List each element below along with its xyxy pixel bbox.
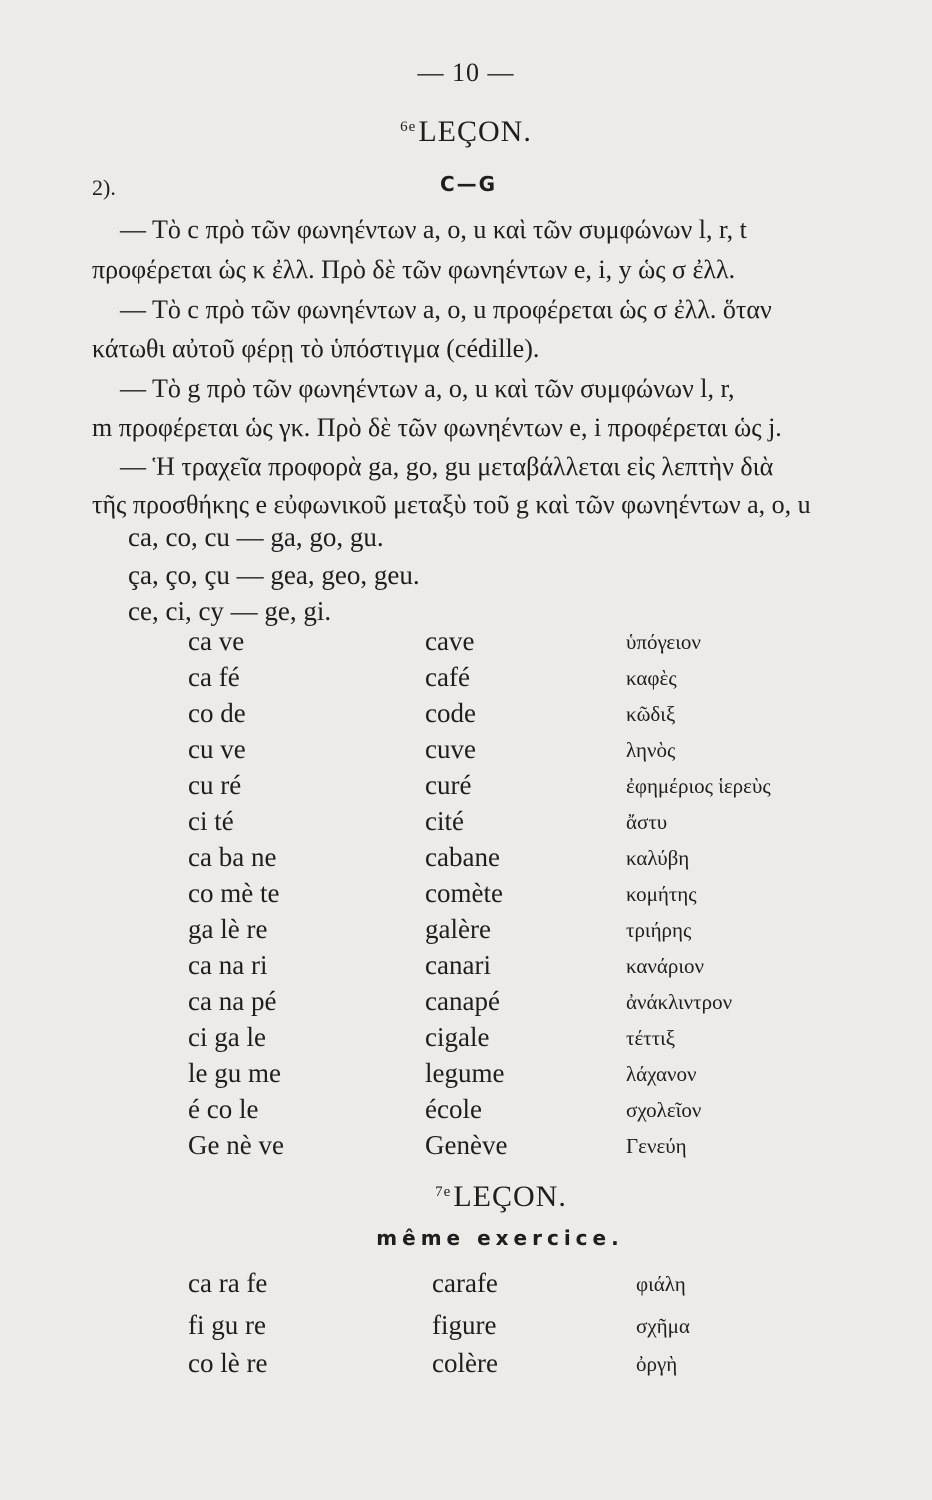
word-french: galère	[425, 914, 491, 944]
word-greek: ληνὸς	[626, 738, 676, 762]
lesson-6-number: 6e	[400, 119, 417, 135]
word-syllables: ca ba ne	[188, 842, 277, 872]
pair-line: ce, ci, cy — ge, gi.	[128, 596, 332, 626]
word-greek: τέττιξ	[626, 1026, 676, 1050]
rule-line: προφέρεται ὡς κ ἐλλ. Πρὸ δὲ τῶν φωνηέντων e, i, y ὡς σ ἐλλ.	[92, 255, 736, 284]
word-syllables: fi gu re	[188, 1310, 266, 1340]
word-greek: λάχανον	[626, 1062, 697, 1086]
lesson-7-title	[0, 1180, 932, 1214]
word-french: Genève	[425, 1130, 508, 1160]
pair-line: ca, co, cu — ga, go, gu.	[128, 522, 384, 552]
word-syllables: ca na ri	[188, 950, 268, 980]
word-greek: ὀργὴ	[636, 1352, 678, 1376]
word-greek: τριήρης	[626, 918, 692, 942]
rule-line: — Ἡ τραχεῖα προφορὰ ga, go, gu μεταβάλλεται εἰς λεπτὴν διὰ	[120, 452, 774, 481]
pair-line: ça, ço, çu — gea, geo, geu.	[128, 560, 420, 590]
word-french: cave	[425, 626, 475, 656]
word-greek: καλύβη	[626, 846, 690, 870]
rule-line: — Τὸ c πρὸ τῶν φωνηέντων a, o, u καὶ τῶν συμφώνων l, r, t	[120, 215, 747, 244]
word-greek: ἀνάκλιντρον	[626, 990, 733, 1014]
word-french: école	[425, 1094, 482, 1124]
word-syllables: ca ra fe	[188, 1268, 268, 1298]
word-greek: κανάριον	[626, 954, 705, 978]
rule-line: — Τὸ g πρὸ τῶν φωνηέντων a, o, u καὶ τῶν συμφώνων l, r,	[120, 374, 735, 403]
rule-line: — Τὸ c πρὸ τῶν φωνηέντων a, o, u προφέρεται ὡς σ ἐλλ. ὅταν	[120, 295, 772, 324]
word-french: cuve	[425, 734, 476, 764]
word-syllables: ci ga le	[188, 1022, 266, 1052]
word-syllables: le gu me	[188, 1058, 281, 1088]
word-syllables: co lè re	[188, 1348, 268, 1378]
word-greek: σχῆμα	[636, 1314, 690, 1338]
word-french: code	[425, 698, 476, 728]
word-syllables: cu ve	[188, 734, 246, 764]
section-mark: 2).	[92, 175, 116, 200]
lesson-7-number: 7e	[435, 1184, 452, 1200]
word-french: café	[425, 662, 470, 692]
word-french: carafe	[432, 1268, 498, 1298]
word-french: cabane	[425, 842, 500, 872]
word-french: comète	[425, 878, 503, 908]
word-syllables: co de	[188, 698, 246, 728]
word-syllables: ca ve	[188, 626, 245, 656]
rule-line: τῆς προσθήκης e εὐφωνικοῦ μεταξὺ τοῦ g καὶ τῶν φωνηέντων a, o, u	[92, 490, 811, 519]
word-greek: κῶδιξ	[626, 702, 676, 726]
word-syllables: é co le	[188, 1094, 259, 1124]
word-greek: Γενεύη	[626, 1134, 687, 1158]
word-syllables: cu ré	[188, 770, 242, 800]
word-french: colère	[432, 1348, 498, 1378]
word-greek: ὑπόγειον	[626, 630, 701, 654]
word-greek: κομήτης	[626, 882, 697, 906]
lesson-7-title-text: LEÇON.	[453, 1180, 567, 1213]
word-greek: ἐφημέριος ἱερεὺς	[626, 774, 771, 798]
lesson-7-subheading: même exercice.	[376, 1226, 624, 1250]
word-greek: καφὲς	[626, 666, 677, 690]
word-french: curé	[425, 770, 472, 800]
word-syllables: co mè te	[188, 878, 280, 908]
word-greek: ἄστυ	[626, 810, 668, 834]
word-syllables: ci té	[188, 806, 234, 836]
lesson-6-subheading: C—G	[440, 172, 498, 196]
word-syllables: ga lè re	[188, 914, 268, 944]
page-number: — 10 —	[417, 58, 515, 87]
word-syllables: Ge nè ve	[188, 1130, 284, 1160]
word-french: canari	[425, 950, 491, 980]
word-french: figure	[432, 1310, 497, 1340]
word-french: cité	[425, 806, 464, 836]
word-syllables: ca fé	[188, 662, 240, 692]
rule-line: m προφέρεται ὡς γκ. Πρὸ δὲ τῶν φωνηέντων e, i προφέρεται ὡς j.	[92, 413, 782, 442]
lesson-6-title	[0, 115, 932, 149]
word-greek: φιάλη	[636, 1272, 686, 1296]
word-french: cigale	[425, 1022, 490, 1052]
word-greek: σχολεῖον	[626, 1098, 702, 1122]
lesson-6-title-text: LEÇON.	[418, 115, 532, 148]
word-syllables: ca na pé	[188, 986, 277, 1016]
word-french: legume	[425, 1058, 505, 1088]
rule-line: κάτωθι αὐτοῦ φέρῃ τὸ ὑπόστιγμα (cédille).	[92, 334, 540, 363]
word-french: canapé	[425, 986, 500, 1016]
